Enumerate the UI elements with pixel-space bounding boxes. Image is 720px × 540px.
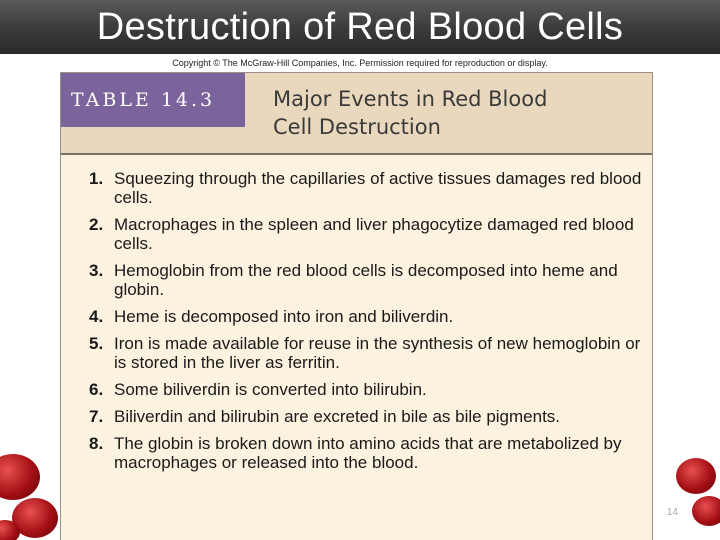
list-item [89,334,644,372]
red-blood-cell-decoration [676,458,716,494]
list-item [89,215,644,253]
event-text: Heme is decomposed into iron and biliverdin. [114,307,454,326]
copyright-notice: Copyright © The McGraw-Hill Companies, Inc. Permission required for reproduction or display. [172,58,548,68]
event-number: 7. [89,407,104,426]
list-item [89,307,644,326]
event-number: 5. [89,334,104,353]
event-number: 8. [89,434,104,453]
red-blood-cell-decoration [0,454,40,500]
page-number: 14 [666,507,678,518]
event-text: Hemoglobin from the red blood cells is decomposed into heme and globin. [114,261,618,299]
event-number: 6. [89,380,104,399]
event-number: 2. [89,215,104,234]
table-header [61,73,652,155]
events-table [60,72,653,540]
table-title-line-2: Cell Destruction [273,115,441,139]
table-title [273,85,643,141]
slide-title: Destruction of Red Blood Cells [0,0,720,54]
event-list [89,169,644,480]
list-item [89,380,644,399]
event-number: 1. [89,169,104,188]
event-number: 3. [89,261,104,280]
event-text: The globin is broken down into amino acids that are metabolized by macrophages or released into the blood. [114,434,622,472]
event-text: Biliverdin and bilirubin are excreted in bile as bile pigments. [114,407,561,426]
table-title-line-1: Major Events in Red Blood [273,87,548,111]
event-text: Iron is made available for reuse in the synthesis of new hemoglobin or is stored in the liver as ferritin. [114,334,641,372]
red-blood-cell-decoration [692,496,720,526]
list-item [89,169,644,207]
list-item [89,407,644,426]
event-text: Some biliverdin is converted into bilirubin. [114,380,427,399]
event-text: Macrophages in the spleen and liver phagocytize damaged red blood cells. [114,215,634,253]
table-label: TABLE 14.3 [61,73,245,127]
list-item [89,261,644,299]
event-text: Squeezing through the capillaries of active tissues damages red blood cells. [114,169,642,207]
list-item [89,434,644,472]
event-number: 4. [89,307,104,326]
